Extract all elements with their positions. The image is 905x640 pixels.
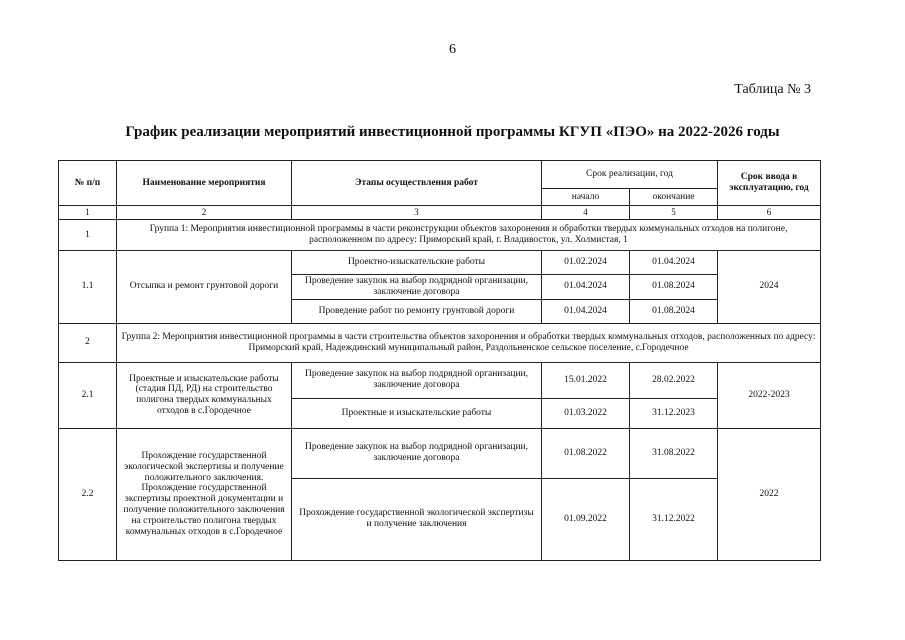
group-row: [59, 220, 821, 251]
column-number: 3: [292, 206, 542, 220]
commissioning-year: 2024: [718, 251, 821, 324]
item-number: 2.2: [59, 428, 117, 560]
item-number: 1.1: [59, 251, 117, 324]
item-name: Отсыпка и ремонт грунтовой дороги: [117, 251, 292, 324]
commissioning-year: 2022: [718, 428, 821, 560]
column-number: 1: [59, 206, 117, 220]
header-start: начало: [542, 189, 630, 206]
start-date: 01.08.2022: [542, 428, 630, 478]
start-date: 15.01.2022: [542, 362, 630, 398]
document-title: График реализации мероприятий инвестиционной программы КГУП «ПЭО» на 2022-2026 годы: [125, 124, 780, 140]
header-num: № п/п: [59, 161, 117, 206]
column-number: 5: [630, 206, 718, 220]
end-date: 31.12.2023: [630, 398, 718, 428]
group-number: 1: [59, 220, 117, 251]
table-row: [59, 362, 821, 398]
header-name: Наименование мероприятия: [117, 161, 292, 206]
stage-cell: Проведение закупок на выбор подрядной организации, заключение договора: [292, 362, 542, 398]
group-text: Группа 2: Мероприятия инвестиционной программы в части строительства объектов захоронения и обработки твердых коммунальных отходов, расположенных по адресу: Приморский край, Надеждинский муниципальный район, Раздольненское сельское поселение, с.Городечное: [117, 323, 821, 362]
stage-cell: Проведение работ по ремонту грунтовой дороги: [292, 299, 542, 323]
header-period: Срок реализации, год: [542, 161, 718, 189]
header-stages: Этапы осуществления работ: [292, 161, 542, 206]
start-date: 01.09.2022: [542, 478, 630, 560]
column-number: 6: [718, 206, 821, 220]
header-end: окончание: [630, 189, 718, 206]
stage-cell: Проведение закупок на выбор подрядной организации, заключение договора: [292, 275, 542, 300]
end-date: 01.08.2024: [630, 275, 718, 300]
page-number: 6: [449, 42, 456, 57]
group-text: Группа 1: Мероприятия инвестиционной программы в части реконструкции объектов захоронения и обработки твердых коммунальных отходов на полигоне, расположенном по адресу: Приморский край, г. Владивосток, ул. Холмистая, 1: [117, 220, 821, 251]
header-row: [59, 161, 821, 189]
table-label: Таблица № 3: [734, 82, 811, 97]
start-date: 01.04.2024: [542, 299, 630, 323]
header-commissioning: Срок ввода в эксплуатацию, год: [718, 161, 821, 206]
group-row: [59, 323, 821, 362]
item-name: Проектные и изыскательские работы (стадия ПД, РД) на строительство полигона твердых коммунальных отходов в с.Городечное: [117, 362, 292, 428]
end-date: 31.08.2022: [630, 428, 718, 478]
commissioning-year: 2022-2023: [718, 362, 821, 428]
end-date: 28.02.2022: [630, 362, 718, 398]
end-date: 01.08.2024: [630, 299, 718, 323]
table-row: [59, 251, 821, 275]
end-date: 01.04.2024: [630, 251, 718, 275]
group-number: 2: [59, 323, 117, 362]
start-date: 01.02.2024: [542, 251, 630, 275]
end-date: 31.12.2022: [630, 478, 718, 560]
start-date: 01.04.2024: [542, 275, 630, 300]
stage-cell: Проектно-изыскательские работы: [292, 251, 542, 275]
schedule-table: [58, 160, 821, 561]
item-number: 2.1: [59, 362, 117, 428]
stage-cell: Прохождение государственной экологической экспертизы и получение заключения: [292, 478, 542, 560]
column-number-row: [59, 206, 821, 220]
start-date: 01.03.2022: [542, 398, 630, 428]
stage-cell: Проведение закупок на выбор подрядной организации, заключение договора: [292, 428, 542, 478]
item-name: Прохождение государственной экологической экспертизы и получение положительного заключения. Прохождение государственной экспертизы проектной документации и получение положительного заключения на строительство полигона твердых коммунальных отходов в с.Городечное: [117, 428, 292, 560]
column-number: 4: [542, 206, 630, 220]
stage-cell: Проектные и изыскательские работы: [292, 398, 542, 428]
column-number: 2: [117, 206, 292, 220]
table-row: [59, 428, 821, 478]
